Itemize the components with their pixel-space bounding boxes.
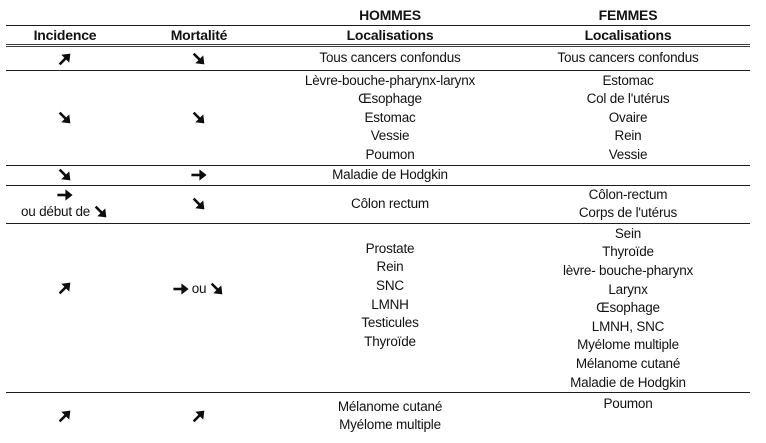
localisation-item: Thyroïde — [364, 333, 416, 349]
trend-decrease-arrow-icon — [188, 47, 211, 70]
localisation-item: Estomac — [602, 72, 654, 88]
trend-line — [57, 187, 73, 203]
femmes-group-header: FEMMES — [598, 7, 658, 23]
hommes-group-header: HOMMES — [359, 7, 421, 23]
trend-line — [191, 110, 207, 126]
trend-cell-mortalite — [124, 186, 274, 223]
group-header-row — [6, 0, 750, 26]
localisation-item: LMNH — [371, 296, 409, 312]
table-section-row — [6, 71, 750, 166]
trend-cell-incidence — [6, 47, 124, 70]
localisation-item: Mélanome cutané — [337, 398, 443, 414]
localisation-item: LMNH, SNC — [591, 318, 665, 334]
localisation-item: Maladie de Hodgkin — [332, 167, 448, 182]
localisation-item: Testicules — [361, 315, 419, 331]
trend-decrease-arrow-icon — [188, 193, 211, 216]
localisations-femmes-cell — [506, 71, 750, 165]
localisation-item: Prostate — [365, 240, 415, 256]
localisations-hommes-cell — [274, 71, 506, 165]
mortalite-column-header: Mortalité — [170, 27, 228, 43]
localisation-item: Rein — [614, 128, 642, 144]
trend-increase-arrow-icon — [54, 405, 77, 428]
trend-decrease-arrow-icon — [188, 107, 211, 130]
trend-decrease-arrow-icon — [90, 201, 113, 224]
trend-cell-mortalite — [124, 166, 274, 185]
localisation-item: Tous cancers confondus — [557, 50, 699, 66]
table-section-row — [6, 166, 750, 186]
table-section-row — [6, 393, 750, 439]
hommes-localisations-header-cell — [274, 26, 506, 44]
localisations-femmes-cell — [506, 47, 750, 70]
trend-cell-mortalite — [124, 71, 274, 165]
table-sections — [6, 47, 750, 439]
trend-text: ou — [191, 280, 207, 296]
localisation-item: Col de l'utérus — [586, 91, 670, 107]
hommes-localisations-header: Localisations — [346, 27, 434, 43]
trend-line — [173, 280, 226, 299]
trend-cell-mortalite — [124, 47, 274, 70]
localisation-item: Côlon-rectum — [588, 186, 668, 202]
trend-decrease-arrow-icon — [54, 164, 77, 187]
femmes-localisations-header: Localisations — [584, 27, 672, 43]
incidence-column-header: Incidence — [33, 27, 97, 43]
trend-cell-incidence — [6, 166, 124, 185]
localisation-item: Larynx — [608, 281, 648, 297]
localisation-item: Myélome multiple — [577, 337, 679, 353]
localisation-item: Tous cancers confondus — [319, 50, 461, 66]
trend-stable-right-arrow-icon — [191, 167, 207, 183]
localisation-item: Sein — [614, 225, 642, 241]
group-header-spacer — [6, 0, 124, 25]
localisation-item: Poumon — [365, 146, 415, 162]
trend-line — [191, 196, 207, 212]
localisation-item: Corps de l'utérus — [578, 205, 678, 221]
localisation-item: Rein — [376, 259, 404, 275]
localisation-item: Vessie — [608, 146, 648, 162]
group-header-spacer — [124, 0, 274, 25]
table-section-row — [6, 224, 750, 393]
table-section-row — [6, 186, 750, 224]
trend-text: ou début de — [20, 203, 91, 219]
localisations-hommes-cell — [274, 47, 506, 70]
localisation-item: Maladie de Hodgkin — [570, 374, 686, 390]
trend-decrease-arrow-icon — [206, 278, 229, 301]
trend-line — [57, 51, 73, 67]
trend-stable-right-arrow-icon — [173, 281, 189, 297]
column-header-row — [6, 26, 750, 47]
localisation-item: SNC — [376, 277, 404, 293]
localisations-femmes-cell — [506, 166, 750, 185]
localisations-hommes-cell — [274, 393, 506, 439]
trend-cell-mortalite — [124, 224, 274, 392]
trend-line — [57, 408, 73, 424]
localisation-item: lèvre- bouche-pharynx — [562, 262, 694, 278]
localisation-item: Vessie — [370, 128, 410, 144]
table-section-row — [6, 47, 750, 71]
localisations-femmes-cell — [506, 224, 750, 392]
localisation-item: Œsophage — [358, 91, 422, 107]
incidence-column-header-cell — [6, 26, 124, 44]
localisations-hommes-cell — [274, 224, 506, 392]
trend-line — [191, 167, 207, 183]
trend-cell-incidence — [6, 224, 124, 392]
trend-increase-arrow-icon — [54, 276, 77, 299]
trend-decrease-arrow-icon — [54, 107, 77, 130]
localisation-item: Mélanome cutané — [575, 355, 681, 371]
trend-line — [191, 51, 207, 67]
trend-increase-arrow-icon — [188, 405, 211, 428]
trend-increase-arrow-icon — [54, 47, 77, 70]
localisation-item: Thyroïde — [602, 244, 654, 260]
femmes-localisations-header-cell — [506, 26, 750, 44]
localisation-item: Ovaire — [608, 109, 648, 125]
localisation-item: Poumon — [603, 396, 653, 412]
trend-stable-right-arrow-icon — [57, 187, 73, 203]
trend-line — [21, 203, 109, 222]
trend-cell-mortalite — [124, 393, 274, 439]
localisations-hommes-cell — [274, 186, 506, 223]
localisation-item: Œsophage — [596, 300, 660, 316]
trend-line — [57, 110, 73, 126]
trend-line — [57, 280, 73, 296]
femmes-group-header-cell — [506, 0, 750, 25]
trends-table — [6, 0, 750, 439]
trend-line — [57, 167, 73, 183]
hommes-group-header-cell — [274, 0, 506, 25]
localisations-hommes-cell — [274, 166, 506, 185]
trend-line — [191, 408, 207, 424]
localisations-femmes-cell — [506, 393, 750, 439]
trend-cell-incidence — [6, 186, 124, 223]
localisation-item: Lèvre-bouche-pharynx-larynx — [304, 72, 476, 88]
localisations-femmes-cell — [506, 186, 750, 223]
trend-cell-incidence — [6, 71, 124, 165]
mortalite-column-header-cell — [124, 26, 274, 44]
localisation-item: Myélome multiple — [339, 417, 441, 433]
trend-cell-incidence — [6, 393, 124, 439]
localisation-item: Estomac — [364, 109, 416, 125]
localisation-item: Côlon rectum — [351, 195, 429, 211]
